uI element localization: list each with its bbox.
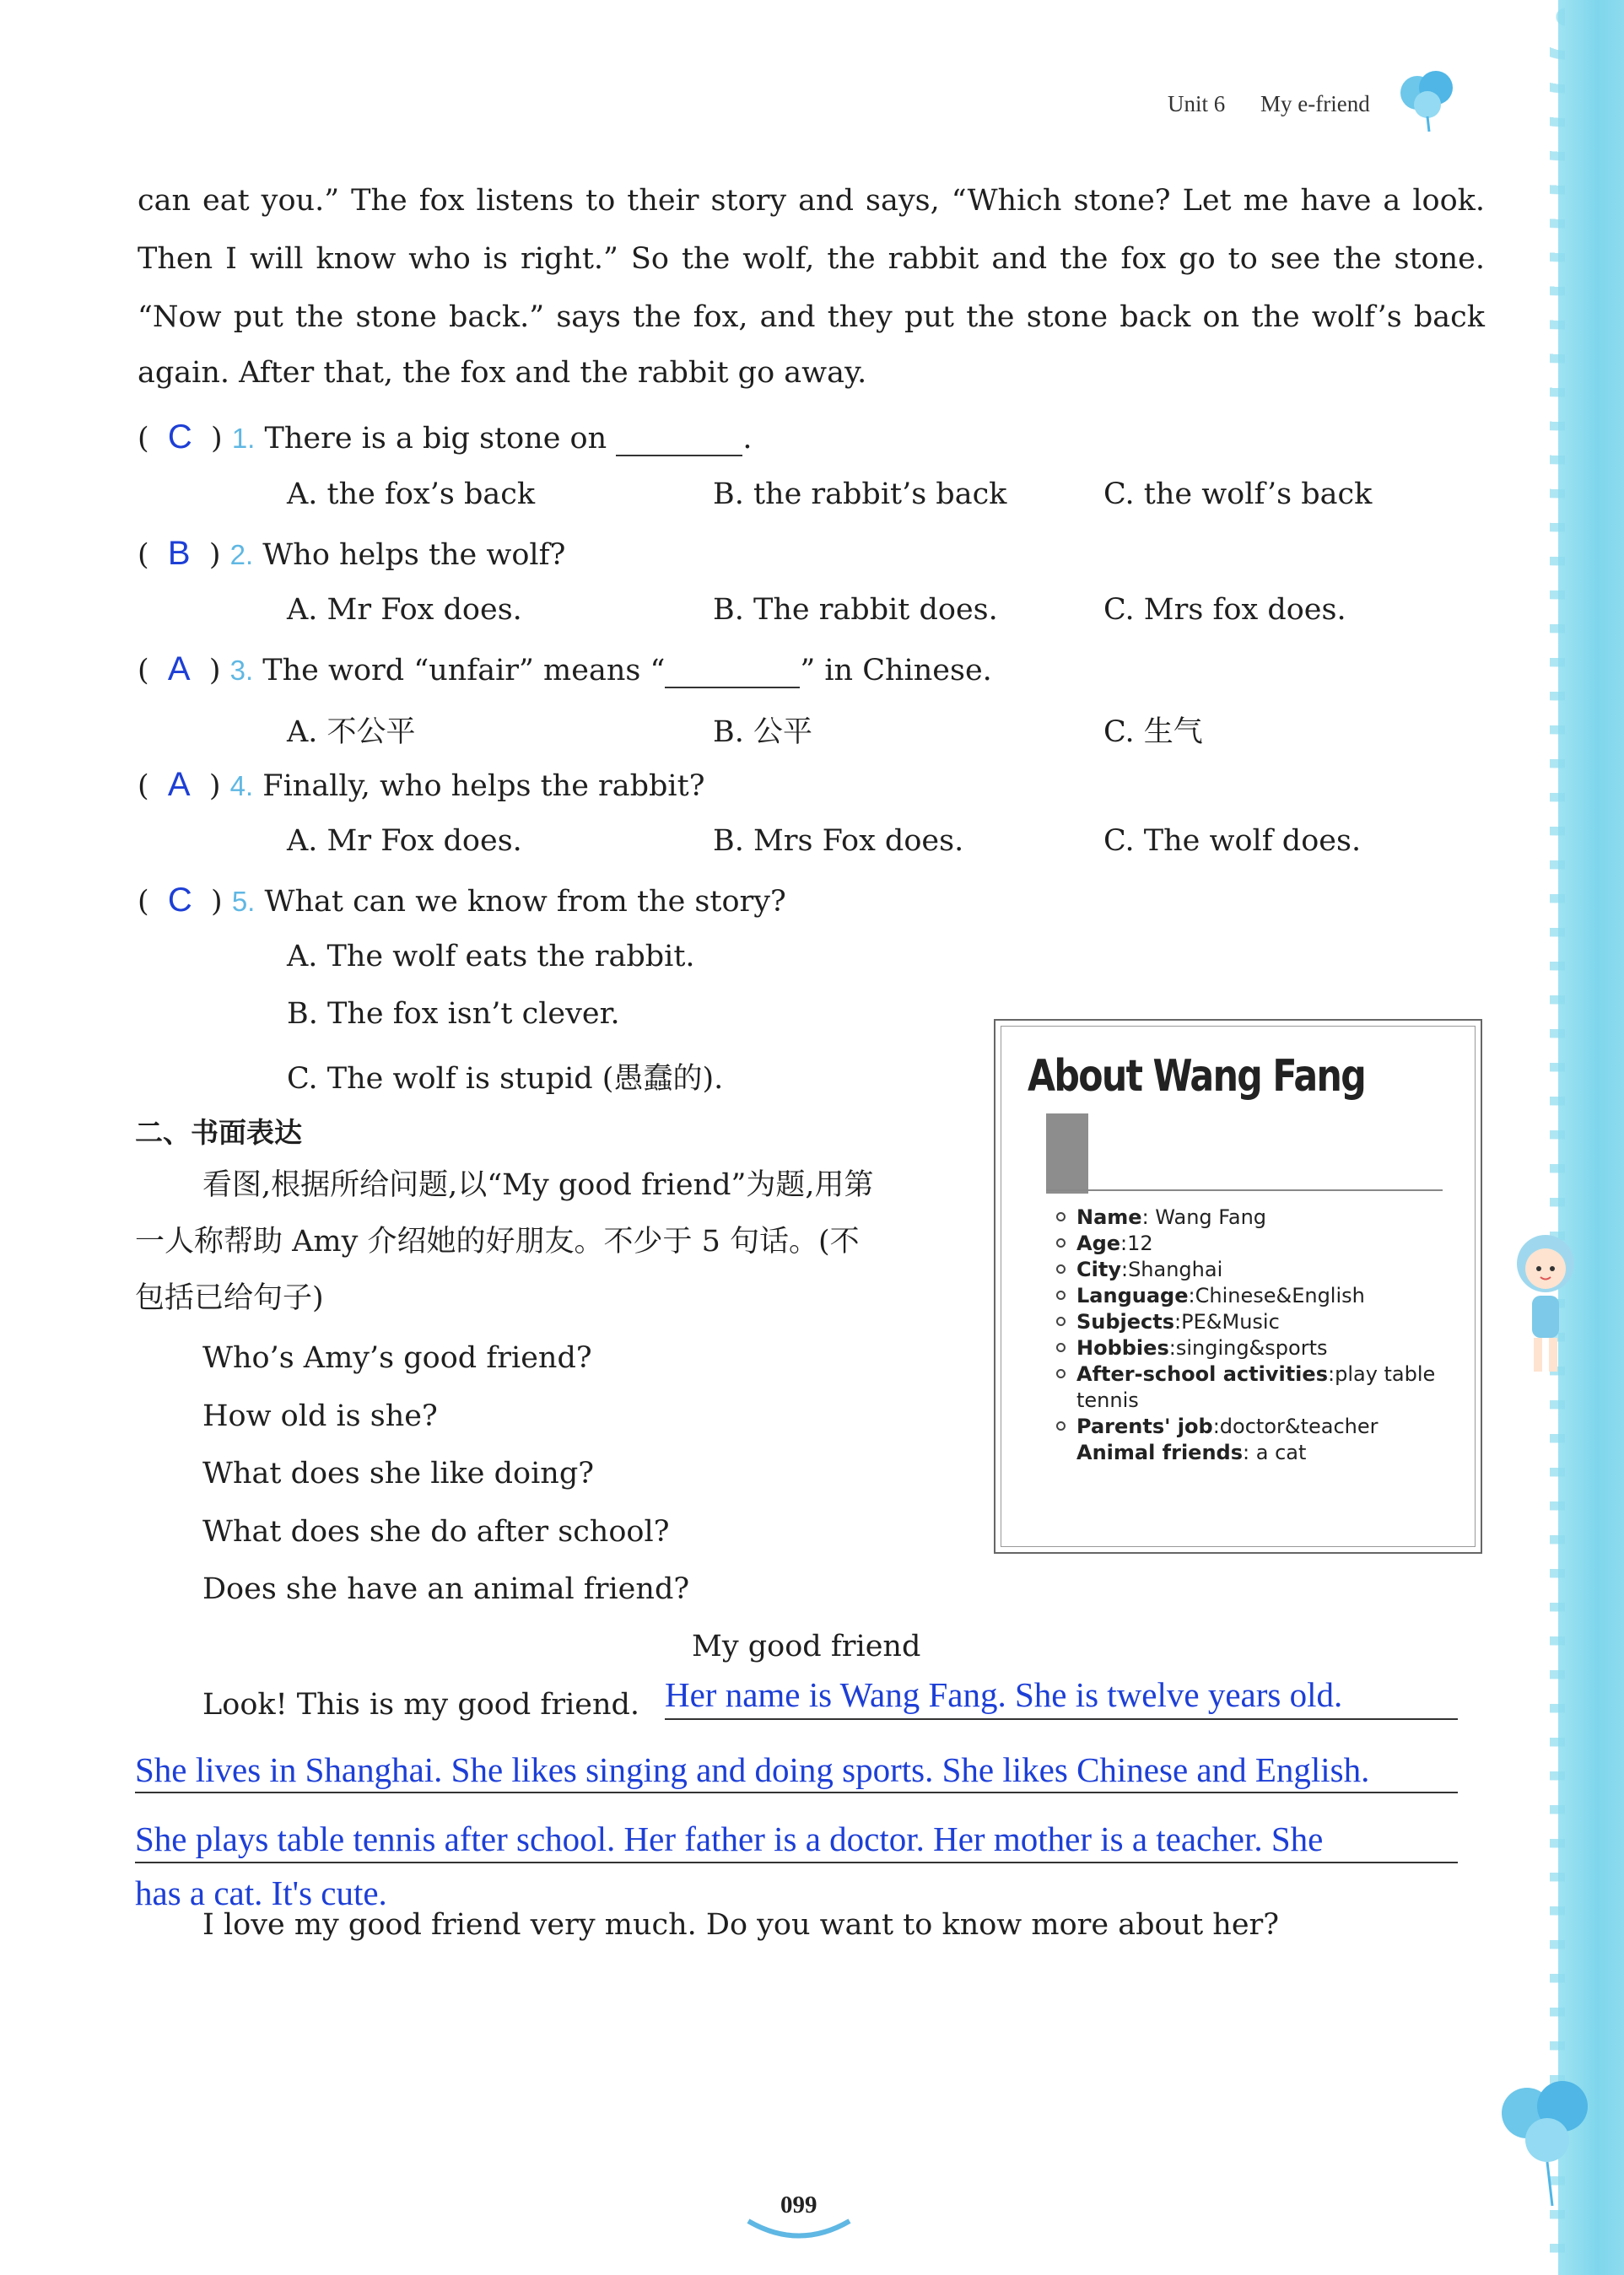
page-number-swoosh-icon [744,2217,854,2242]
option-5b: B. The fox isn’t clever. [287,997,620,1031]
field-language: Language:Chinese&English [1056,1283,1435,1309]
option-3a: A. 不公平 [287,715,416,749]
answer-5: C [167,881,192,919]
option-4a: A. Mr Fox does. [287,824,522,858]
instruction-line-1: 看图,根据所给问题,以“My good friend”为题,用第 [202,1168,874,1202]
question-number-3: 3. [229,655,254,686]
field-after-school: After-school activities:play table [1056,1361,1435,1388]
question-number-1: 1. [231,423,256,454]
option-3b: B. 公平 [713,715,812,749]
bullet-icon [1056,1343,1066,1352]
question-number-5: 5. [231,886,256,917]
profile-card [994,1019,1482,1554]
field-city: City:Shanghai [1056,1257,1435,1283]
prompt-1: Who’s Amy’s good friend? [202,1341,592,1375]
option-2c: C. Mrs fox does. [1103,593,1346,627]
essay-opening: Look! This is my good friend. [202,1688,640,1722]
question-text-4: Finally, who helps the rabbit? [262,769,705,803]
field-subjects: Subjects:PE&Music [1056,1309,1435,1335]
profile-card-photo-placeholder [1046,1113,1088,1194]
question-1: ( C ) 1. There is a big stone on . [138,418,753,456]
prompt-3: What does she like doing? [202,1457,595,1491]
writing-rule-3 [135,1862,1458,1863]
field-after-school-cont: tennis [1076,1388,1139,1412]
answer-1: C [167,418,192,456]
prompt-5: Does she have an animal friend? [202,1572,690,1606]
answer-4: A [167,766,191,803]
writing-rule-2 [135,1792,1458,1793]
option-2b: B. The rabbit does. [713,593,998,627]
option-2a: A. Mr Fox does. [287,593,522,627]
answer-line-2: She lives in Shanghai. She likes singing and doing sports. She likes Chinese and English. [135,1750,1370,1789]
prompt-4: What does she do after school? [202,1515,670,1549]
section-title: 二、书面表达 [135,1116,302,1149]
profile-card-fields [1056,1205,1435,1466]
instruction-line-2: 一人称帮助 Amy 介绍她的好朋友。不少于 5 句话。(不 [135,1225,860,1259]
field-parents-job: Parents' job:doctor&teacher [1056,1414,1435,1440]
field-name: Name: Wang Fang [1056,1205,1435,1231]
field-age: Age:12 [1056,1231,1435,1257]
question-2: ( B ) 2. Who helps the wolf? [138,535,566,572]
side-decoration-wave [1550,0,1565,2275]
question-3: ( A ) 3. The word “unfair” means “ ” in Chinese. [138,650,992,687]
side-decoration-strip [1558,0,1624,2275]
bullet-icon [1056,1291,1066,1300]
writing-rule-1 [665,1718,1458,1720]
bullet-icon [1056,1421,1066,1431]
blank-3 [665,661,800,688]
balloons-decoration-icon [1493,2071,1603,2214]
balloon-icon [1394,61,1461,137]
header-title: My e-friend [1260,91,1370,116]
question-number-4: 4. [229,770,254,801]
story-line-3: “Now put the stone back.” says the fox, and they put the stone back on the wolf’s back [138,300,1485,334]
option-4b: B. Mrs Fox does. [713,824,964,858]
essay-title: My good friend [692,1630,921,1663]
prompt-2: How old is she? [202,1399,438,1433]
story-line-4: again. After that, the fox and the rabbit go away. [138,356,867,390]
answer-line-1: Her name is Wang Fang. She is twelve years old. [665,1675,1343,1714]
option-1b: B. the rabbit’s back [713,477,1007,511]
page-number: 099 [780,2191,817,2218]
question-text-1: There is a big stone on [264,422,607,456]
question-number-2: 2. [229,539,254,570]
girl-illustration-icon [1503,1221,1588,1382]
bullet-icon [1056,1238,1066,1248]
answer-2: B [167,535,191,572]
question-5: ( C ) 5. What can we know from the story? [138,881,786,919]
story-line-1: can eat you.” The fox listens to their story and says, “Which stone? Let me have a look. [138,184,1485,218]
question-text-5: What can we know from the story? [264,885,786,919]
option-1a: A. the fox’s back [287,477,536,511]
essay-closing: I love my good friend very much. Do you want to know more about her? [202,1908,1280,1942]
option-1c: C. the wolf’s back [1103,477,1373,511]
bullet-icon [1056,1317,1066,1326]
answer-line-4: has a cat. It's cute. [135,1873,387,1912]
bullet-icon [1056,1212,1066,1221]
profile-card-title: About Wang Fang [1028,1051,1366,1102]
option-4c: C. The wolf does. [1103,824,1362,858]
field-animal-friends: Animal friends: a cat [1076,1441,1307,1464]
blank-1 [616,429,742,456]
option-5c: C. The wolf is stupid (愚蠢的). [287,1062,724,1096]
option-5a: A. The wolf eats the rabbit. [287,940,695,973]
field-hobbies: Hobbies:singing&sports [1056,1335,1435,1361]
question-text-3: The word “unfair” means “ [262,654,666,687]
header-unit: Unit 6 [1168,91,1226,116]
answer-line-3: She plays table tennis after school. Her father is a doctor. Her mother is a teacher. She [135,1819,1324,1858]
bullet-icon [1056,1264,1066,1274]
bullet-icon [1056,1369,1066,1378]
question-text-2: Who helps the wolf? [262,538,566,572]
instruction-line-3: 包括已给句子) [135,1281,324,1315]
option-3c: C. 生气 [1103,715,1203,749]
story-line-2: Then I will know who is right.” So the wolf, the rabbit and the fox go to see the stone. [138,242,1485,276]
answer-3: A [167,650,191,687]
question-4: ( A ) 4. Finally, who helps the rabbit? [138,766,705,803]
profile-card-divider [1046,1189,1443,1191]
